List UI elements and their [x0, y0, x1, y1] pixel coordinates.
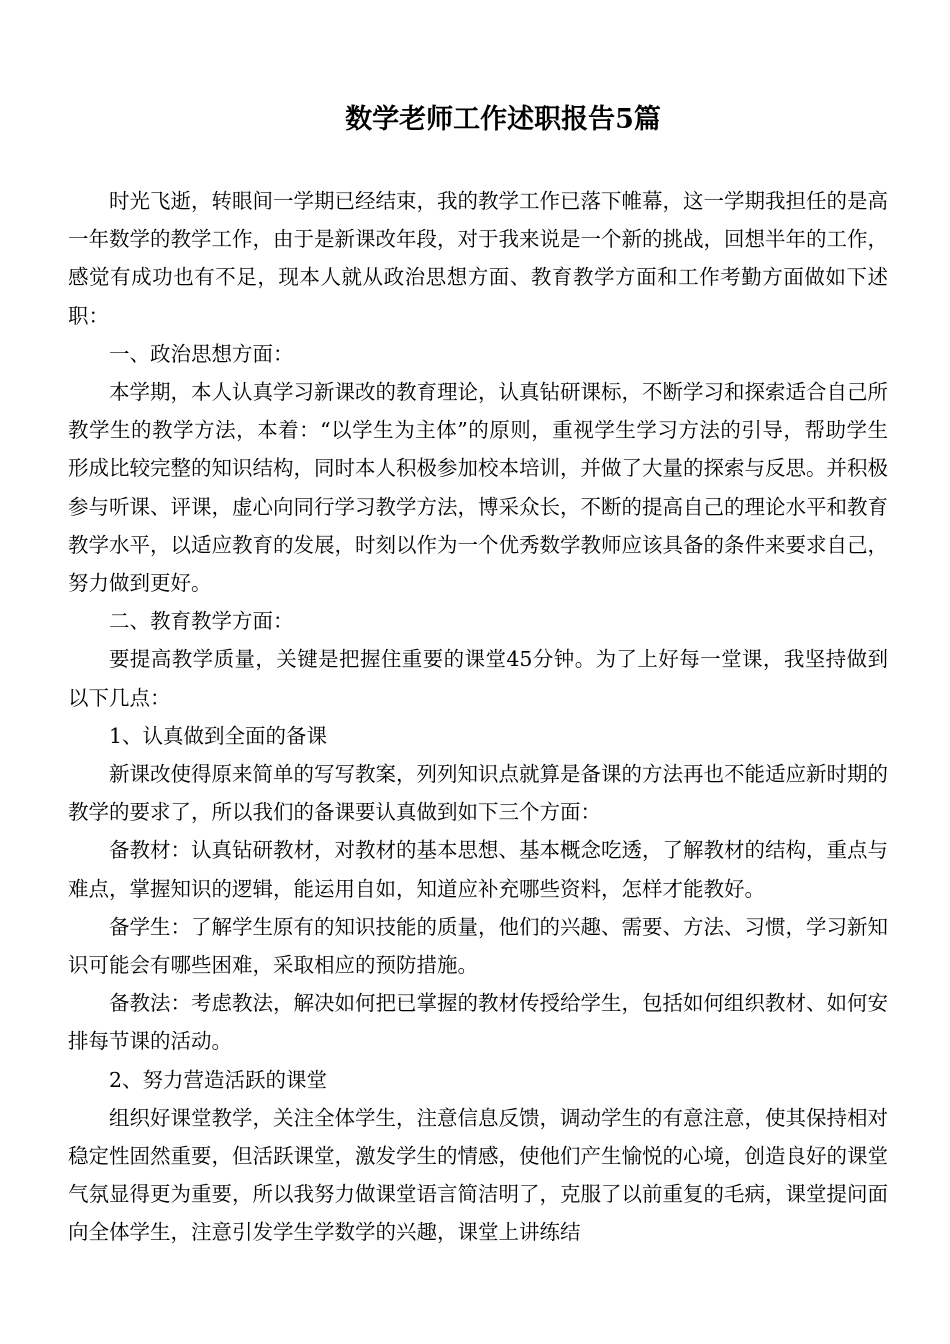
document-title: 数学老师工作述职报告5篇 — [345, 104, 661, 135]
paragraph-intro: 时光飞逝，转眼间一学期已经结束，我的教学工作已落下帷幕，这一学期我担任的是高一年数学的教学工作，由于是新课改年段，对于我来说是一个新的挑战，回想半年的工作，感觉有成功也有不足，现本人就从政治思想方面、教育教学方面和工作考勤方面做如下述职： — [68, 189, 888, 328]
paragraph-classroom: 组织好课堂教学，关注全体学生，注意信息反馈，调动学生的有意注意，使其保持相对稳定性固然重要，但活跃课堂，激发学生的情感，使他们产生愉悦的心境，创造良好的课堂气氛显得更为重要，所以我努力做课堂语言简洁明了，克服了以前重复的毛病，课堂提问面向全体学生，注意引发学生学数学的兴趣，课堂上讲练结 — [68, 1105, 888, 1245]
paragraph-prepare-methods: 备教法：考虑教法，解决如何把已掌握的教材传授给学生，包括如何组织教材、如何安排每节课的活动。 — [68, 991, 888, 1054]
paragraph-preparation: 新课改使得原来简单的写写教案，列列知识点就算是备课的方法再也不能适应新时期的教学的要求了，所以我们的备课要认真做到如下三个方面： — [68, 762, 888, 825]
paragraph-prepare-students: 备学生：了解学生原有的知识技能的质量，他们的兴趣、需要、方法、习惯，学习新知识可能会有哪些困难，采取相应的预防措施。 — [68, 914, 888, 978]
section-heading-politics: 一、政治思想方面： — [109, 341, 294, 366]
subheading-preparation: 1、认真做到全面的备课 — [109, 723, 328, 748]
paragraph-teaching-intro: 要提高教学质量，关键是把握住重要的课堂45分钟。为了上好每一堂课，我坚持做到以下几点： — [68, 647, 888, 710]
document-body — [68, 182, 888, 1252]
paragraph-prepare-materials: 备教材：认真钻研教材，对教材的基本思想、基本概念吃透，了解教材的结构，重点与难点，掌握知识的逻辑，能运用自如，知道应补充哪些资料，怎样才能教好。 — [68, 838, 888, 901]
section-heading-teaching: 二、教育教学方面： — [109, 609, 294, 634]
paragraph-politics: 本学期，本人认真学习新课改的教育理论，认真钻研课标，不断学习和探索适合自己所教学生的教学方法，本着：“以学生为主体”的原则，重视学生学习方法的引导，帮助学生形成比较完整的知识结构，同时本人积极参加校本培训，并做了大量的探索与反思。并积极参与听课、评课，虚心向同行学习教学方法，博采众长，不断的提高自己的理论水平和教育教学水平，以适应教育的发展，时刻以作为一个优秀数学教师应该具备的条件来要求自己，努力做到更好。 — [68, 380, 888, 596]
subheading-classroom: 2、努力营造活跃的课堂 — [109, 1067, 328, 1092]
